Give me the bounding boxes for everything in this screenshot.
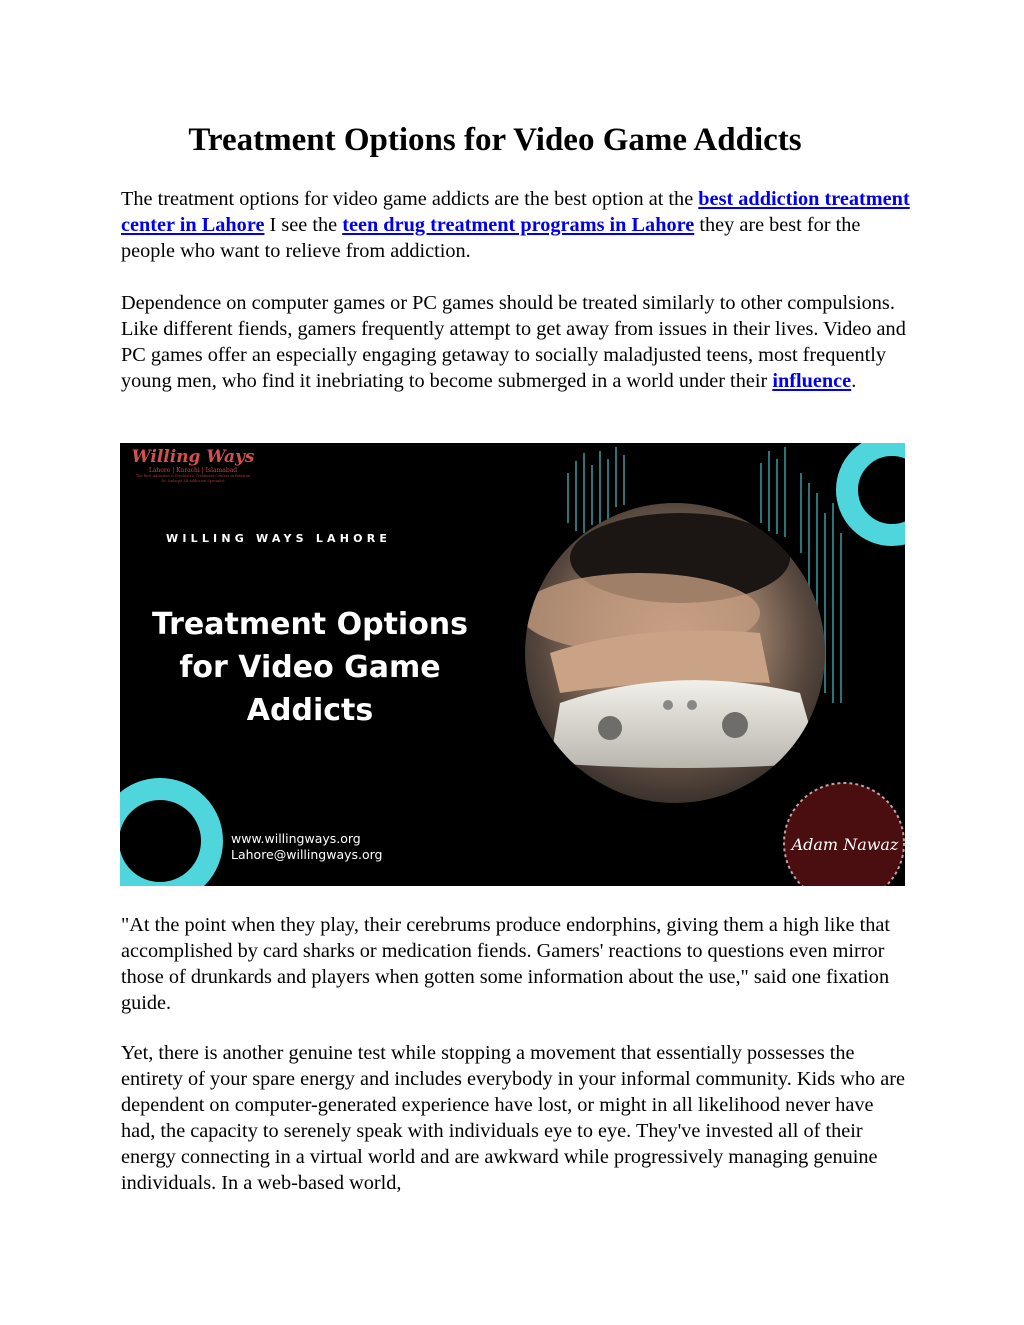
banner-email: Lahore@willingways.org <box>231 847 383 862</box>
decor-ring-bottom <box>120 789 212 886</box>
intro-paragraph <box>121 186 911 264</box>
banner-title-line-3: Addicts <box>246 693 374 728</box>
dependence-text-end: . <box>851 370 857 392</box>
quote-paragraph: "At the point when they play, their cerebrums produce endorphins, giving them a high like that accomplished by card sharks or medication fiends. Gamers' reactions to questions even mirror those of drunkards and players when gotten some information about the use," said one fixation guide. <box>121 914 891 1014</box>
link-influence[interactable]: influence <box>772 370 852 392</box>
banner-title-line-1: Treatment Options <box>151 607 469 642</box>
signature-text: Adam Nawaz <box>791 834 899 854</box>
link-best-addiction-center[interactable]: best addiction treatment center in Lahore <box>121 188 910 236</box>
gamer-photo <box>520 498 830 808</box>
article-banner-image <box>120 443 905 886</box>
intro-text-1: The treatment options for video game addicts are the best option at the <box>121 188 699 210</box>
dependence-paragraph <box>121 290 911 394</box>
banner-title-line-2: for Video Game <box>179 650 441 685</box>
banner-kicker: WILLING WAYS LAHORE <box>166 532 392 545</box>
intro-text-3: they are best for the people who want to relieve from addiction. <box>121 214 861 262</box>
social-paragraph: Yet, there is another genuine test while stopping a movement that essentially possesses the entirety of your spare energy and includes everybody in your informal community. Kids who are dependent on computer-generated experience have lost, or might in all likelihood never have had, the capacity to serenely speak with individuals eye to eye. They've invested all of their energy connecting in a virtual world and are awkward while progressively managing genuine individuals. In a web-based world, <box>121 1042 905 1194</box>
link-teen-drug-programs[interactable]: teen drug treatment programs in Lahore <box>342 214 695 236</box>
willing-ways-logo: Willing Ways Lahore | Karachi | Islamabad The Best Addiction & Psychiatric Treatment Centers in Pakistan Dr. Sadaqat Ali Addiction Specialist <box>131 447 255 483</box>
banner-title <box>140 603 480 732</box>
page-title: Treatment Options for Video Game Addicts <box>188 122 802 158</box>
banner-contact <box>231 831 383 863</box>
decor-ring-top <box>847 445 905 535</box>
banner-website: www.willingways.org <box>231 831 361 846</box>
intro-text-2: I see the <box>264 214 343 236</box>
dependence-text: Dependence on computer games or PC games should be treated similarly to other compulsions. Like different fiends, gamers frequently attempt to get away from issues in their lives. Video and PC games offer an especially engaging getaway to socially maladjusted teens, most frequently young men, who find it inebriating to become submerged in a world under their <box>121 292 906 392</box>
